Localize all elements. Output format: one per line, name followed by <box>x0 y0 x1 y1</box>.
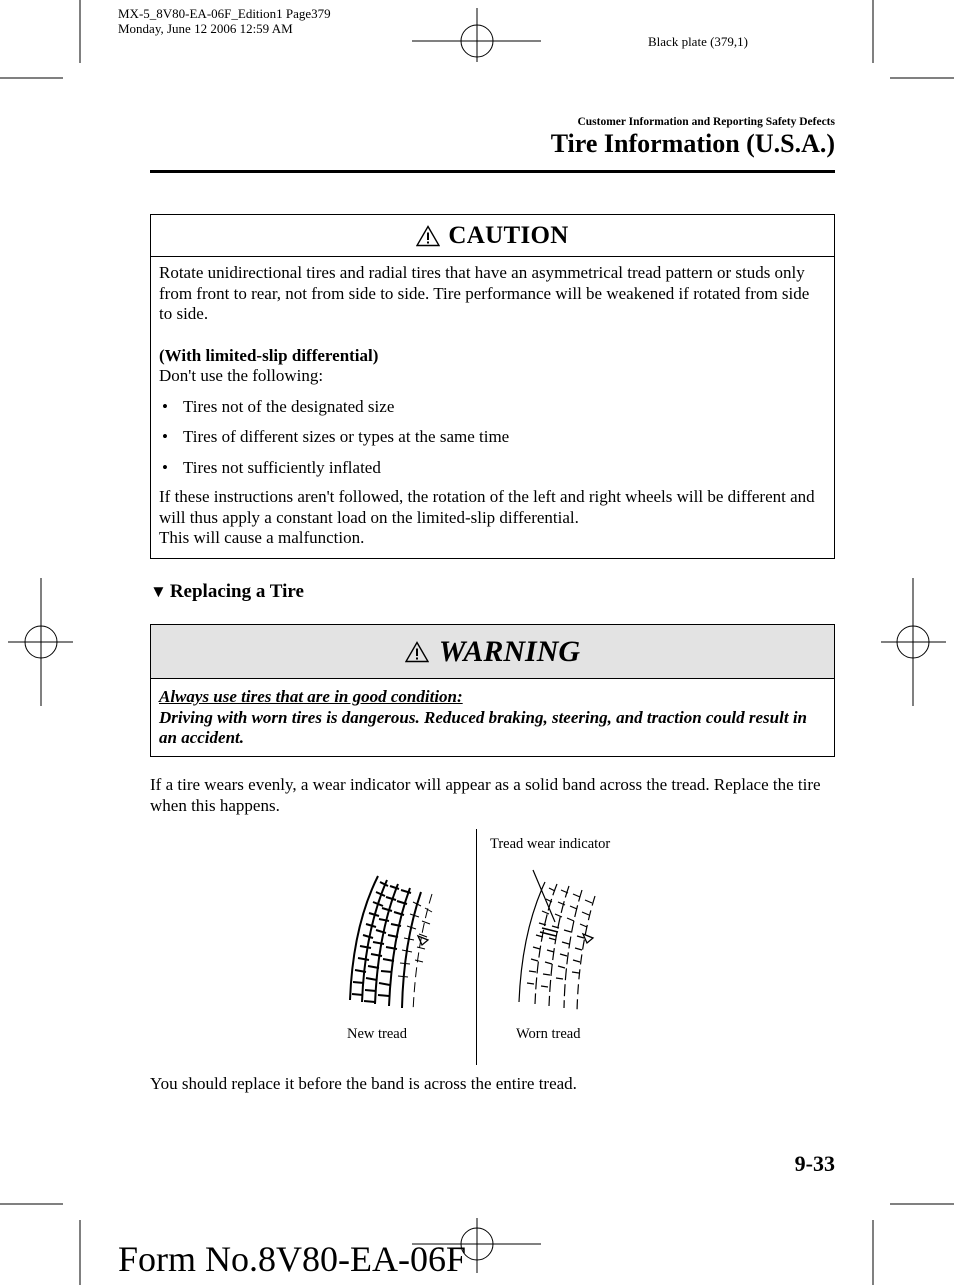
new-tread-illustration <box>340 868 450 1018</box>
registration-mark-right <box>881 578 946 706</box>
replacing-tire-heading <box>150 581 304 603</box>
list-item <box>159 458 825 479</box>
warning-title: WARNING <box>438 634 581 668</box>
print-info-date: Monday, June 12 2006 12:59 AM <box>118 21 293 36</box>
warning-triangle-icon <box>405 641 429 663</box>
bullet-icon: • <box>162 396 168 416</box>
triangle-down-icon: ▼ <box>150 582 167 601</box>
title-rule <box>150 170 835 173</box>
warning-lead: Always use tires that are in good condition: <box>159 687 463 706</box>
form-number: Form No.8V80-EA-06F <box>118 1239 466 1279</box>
indicator-pointer <box>533 870 555 922</box>
caution-outro-2: This will cause a malfunction. <box>159 528 365 547</box>
registration-mark-top <box>412 8 541 62</box>
black-plate-label: Black plate (379,1) <box>648 34 748 49</box>
warning-text: Driving with worn tires is dangerous. Reduced braking, steering, and traction could result in an accident. <box>159 707 808 747</box>
caution-intro: Don't use the following: <box>159 366 324 385</box>
page-number: 9-33 <box>794 1151 835 1176</box>
caution-header <box>151 215 834 257</box>
caution-subheading: (With limited-slip differential) <box>159 345 379 365</box>
list-item-text: Tires not sufficiently inflated <box>183 457 381 477</box>
section-label: Customer Information and Reporting Safety Defects <box>577 116 835 128</box>
worn-tread-label: Worn tread <box>516 1026 581 1042</box>
wear-indicator-paragraph: If a tire wears evenly, a wear indicator will appear as a solid band across the tread. Replace the tire when this happens. <box>150 775 821 815</box>
caution-body <box>151 257 834 549</box>
warning-body <box>151 679 834 749</box>
list-item-text: Tires not of the designated size <box>183 396 395 416</box>
print-info <box>118 6 331 36</box>
bullet-icon: • <box>162 427 168 446</box>
figure-divider <box>476 829 477 1065</box>
worn-tread-illustration <box>505 866 615 1018</box>
caution-box <box>150 214 835 559</box>
caution-paragraph: Rotate unidirectional tires and radial tires that have an asymmetrical tread pattern or studs only from front to rear, not from side to side. Tire performance will be weakened if rotated from side to side. <box>159 263 810 323</box>
new-tread-label: New tread <box>347 1026 407 1042</box>
bullet-icon: • <box>162 457 168 477</box>
list-item-text: Tires of different sizes or types at the same time <box>183 427 510 446</box>
list-item <box>159 397 825 418</box>
page-title: Tire Information (U.S.A.) <box>550 129 835 158</box>
warning-box <box>150 624 835 757</box>
tread-wear-indicator-label: Tread wear indicator <box>490 836 611 852</box>
list-item <box>159 427 825 448</box>
replace-advice-paragraph: You should replace it before the band is across the entire tread. <box>150 1074 577 1093</box>
registration-mark-left <box>8 578 73 706</box>
warning-triangle-icon <box>416 225 440 247</box>
warning-header <box>151 625 834 679</box>
caution-title: CAUTION <box>448 221 569 249</box>
print-info-file: MX-5_8V80-EA-06F_Edition1 Page379 <box>118 6 331 21</box>
replacing-tire-title: Replacing a Tire <box>169 581 304 602</box>
caution-outro: If these instructions aren't followed, the rotation of the left and right wheels will be different and will thus apply a constant load on the limited-slip differential. <box>159 487 815 527</box>
